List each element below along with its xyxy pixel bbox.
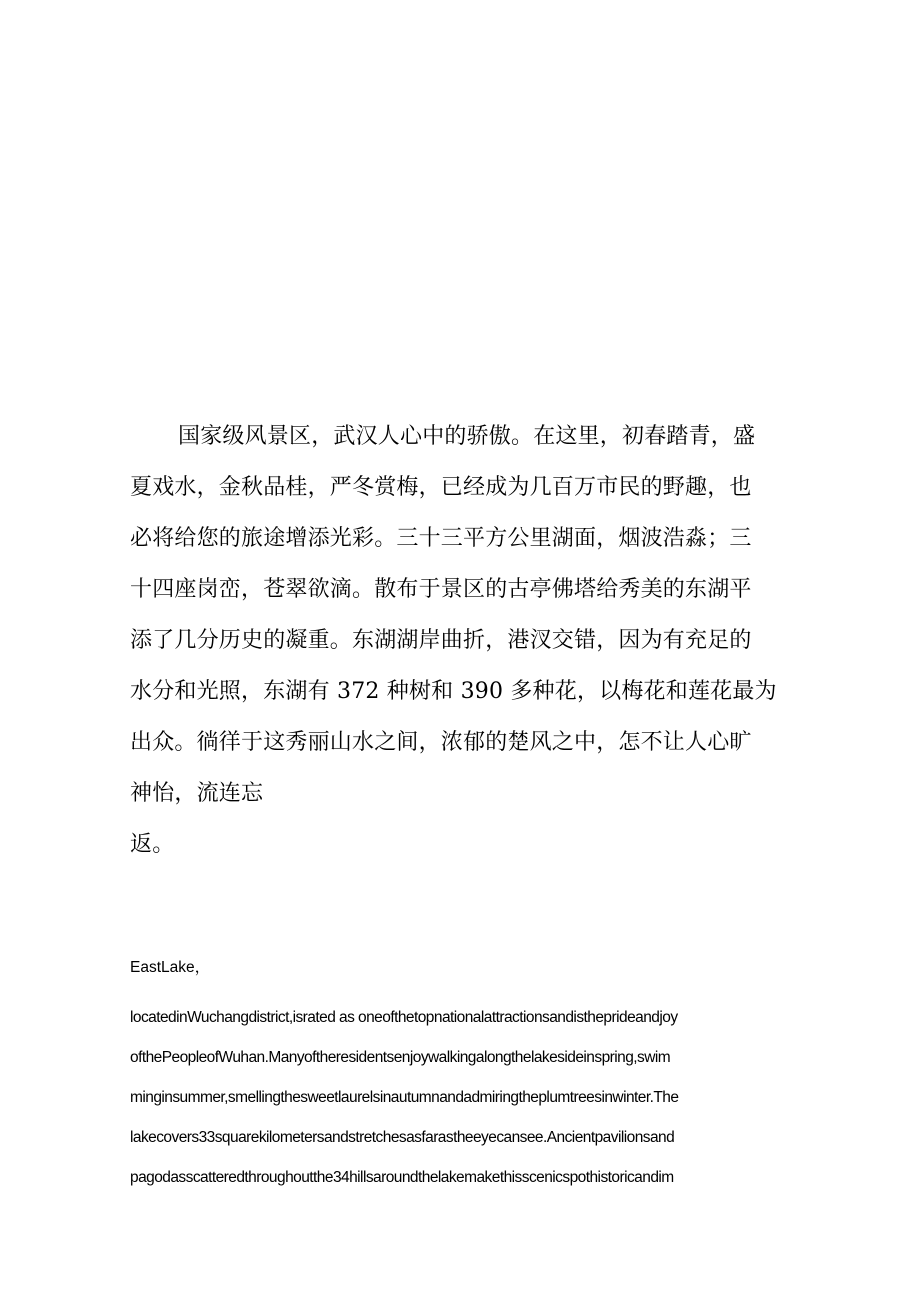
chinese-line: 水分和光照，东湖有 372 种树和 390 多种花，以梅花和莲花最为 — [130, 679, 777, 704]
english-title: EastLake， — [130, 959, 211, 976]
chinese-line: 国家级风景区，武汉人心中的骄傲。在这里，初春踏青，盛 — [178, 424, 756, 449]
chinese-line: 出众。徜徉于这秀丽山水之间，浓郁的楚风之中，怎不让人心旷 — [130, 730, 752, 755]
chinese-line: 十四座岗峦，苍翠欲滴。散布于景区的古亭佛塔给秀美的东湖平 — [130, 577, 752, 602]
english-line: minginsummer,smellingthesweetlaurelsinautumnandadmiringtheplumtreesinwinter.The — [130, 1089, 679, 1106]
english-line: ofthePeopleofWuhan.Manyoftheresidentsenjoywalkingalongthelakesideinspring,swim — [130, 1049, 671, 1066]
english-paragraph — [130, 948, 810, 1198]
english-line: pagodasscatteredthroughoutthe34hillsaroundthelakemakethisscenicspothistoricandim — [130, 1169, 674, 1186]
chinese-paragraph — [130, 411, 790, 870]
chinese-line: 神怡，流连忘 — [130, 781, 264, 806]
chinese-line: 返。 — [130, 832, 175, 857]
chinese-line: 必将给您的旅途增添光彩。三十三平方公里湖面，烟波浩淼；三 — [130, 526, 752, 551]
english-line: locatedinWuchangdistrict,israted as oneofthetopnationalattractionsandistheprideandjoy — [130, 1009, 678, 1026]
english-line: lakecovers33squarekilometersandstretchesasfarastheeyecansee.Ancientpavilionsand — [130, 1129, 675, 1146]
chinese-line: 添了几分历史的凝重。东湖湖岸曲折，港汊交错，因为有充足的 — [130, 628, 752, 653]
chinese-line: 夏戏水，金秋品桂，严冬赏梅，已经成为几百万市民的野趣，也 — [130, 475, 752, 500]
